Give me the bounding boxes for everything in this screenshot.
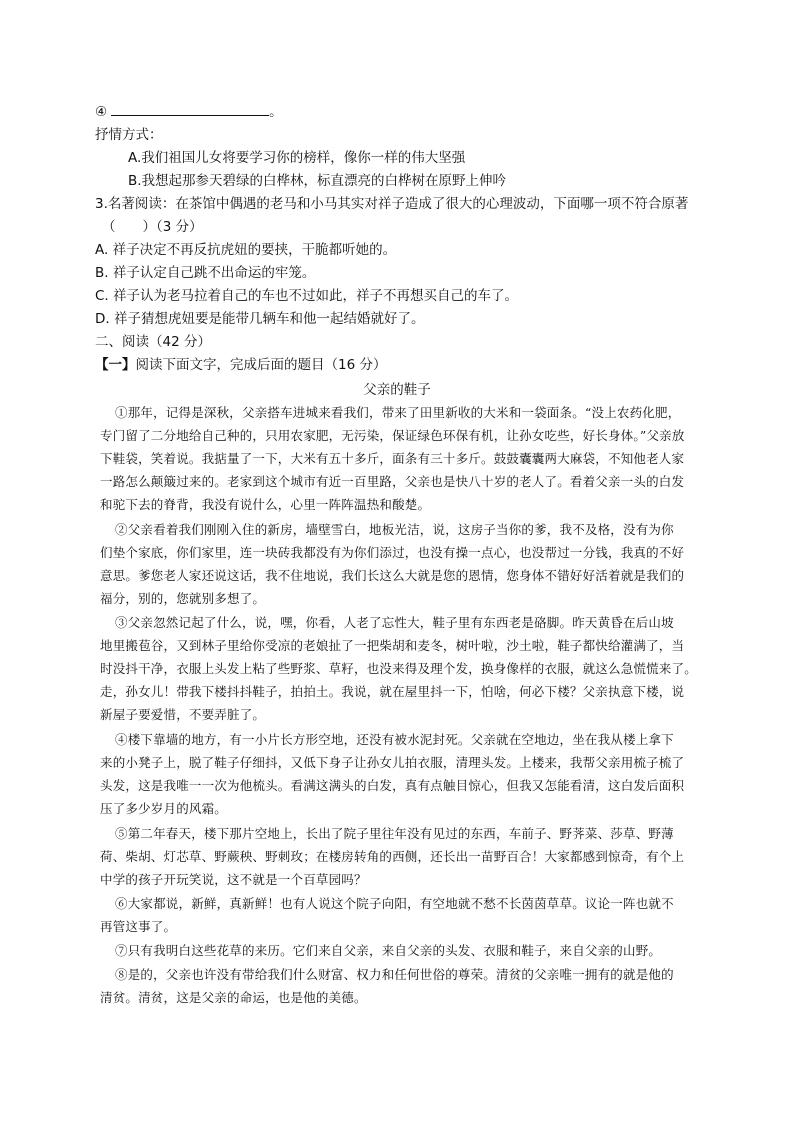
lyric-option-a: A.我们祖国儿女将要学习你的榜样，像你一样的伟大坚强 [128, 150, 466, 166]
question-3-stem: 3.名著阅读：在茶馆中偶遇的老马和小马其实对祥子造成了很大的心理波动，下面哪一项不符合原著 [95, 196, 689, 212]
essay-line: 意思。爹您老人家还说这话，我不住地说，我们长这么大就是您的恩情，您身体不错好好活着就是我们的 [100, 568, 685, 583]
question-3-stem-cont: （ ）（3 分） [102, 219, 203, 235]
item-4-marker: ④ [95, 104, 108, 120]
question-3-option-c: C. 祥子认为老马拉着自己的车也不过如此，祥子不再想买自己的车了。 [95, 288, 519, 304]
essay-line: 福分，别的，您就别多想了。 [100, 591, 266, 606]
essay-line: 压了多少岁月的风霜。 [100, 801, 228, 816]
question-3-option-b: B. 祥子认定自己跳不出命运的牢笼。 [95, 265, 316, 281]
essay-line: ⑥大家都说，新鲜，真新鲜！也有人说这个院子向阳，有空地就不愁不长茵茵草草。议论一阵也就不 [115, 896, 674, 911]
part-1-text: 阅读下面文字，完成后面的题目（16 分） [135, 357, 387, 373]
essay-line: 清贫。清贫，这是父亲的命运，也是他的美德。 [100, 990, 367, 1005]
essay-line: ①那年，记得是深秋，父亲搭车进城来看我们，带来了田里新收的大米和一袋面条。“没上农药化肥， [115, 405, 681, 420]
part-1-instruction [95, 356, 386, 374]
essay-line: ③父亲忽然记起了什么，说，嘿，你看，人老了忘性大，鞋子里有东西老是硌脚。昨天黄昏在后山坡 [115, 615, 674, 630]
lyric-method-label: 抒情方式： [95, 127, 163, 143]
essay-line: 荷、柴胡、灯芯草、野蕨秧、野刺玫；在楼房转角的西侧，还长出一苗野百合！大家都感到惊奇，有个上 [100, 849, 685, 864]
essay-line: ⑦只有我明白这些花草的来历。它们来自父亲，来自父亲的头发、衣服和鞋子，来自父亲的山野。 [115, 943, 662, 958]
essay-line: 再管这事了。 [100, 919, 177, 934]
essay-line: 头发，这是我唯一一次为他梳头。看满这满头的白发，真有点触目惊心，但我又怎能看清，这白发后面积 [100, 778, 685, 793]
essay-line: 一路怎么颠簸过来的。老家到这个城市有近一百里路，父亲也是快八十岁的老人了。看着父亲一头的白发 [100, 474, 685, 489]
answer-blank[interactable] [111, 102, 269, 116]
essay-line: 来的小凳子上，脱了鞋子仔细抖，又低下身子让孙女儿拍衣服，清理头发。上楼来，我帮父亲用梳子梳了 [100, 755, 685, 770]
essay-line: ④楼下靠墙的地方，有一小片长方形空地，还没有被水泥封死。父亲就在空地边，坐在我从楼上拿下 [115, 732, 674, 747]
essay-line: 地里搬苞谷，又到林子里给你受凉的老娘扯了一把柴胡和麦冬，树叶啦，沙土啦，鞋子都快给灌满了，当 [100, 638, 685, 653]
question-3-option-d: D. 祥子猜想虎妞要是能带几辆车和他一起结婚就好了。 [95, 311, 425, 327]
essay-line: 和驼下去的脊背，我没有说什么，心里一阵阵温热和酸楚。 [100, 497, 431, 512]
essay-line: 下鞋袋，笑着说。我掂量了一下，大米有五十多斤，面条有三十多斤。鼓鼓囊囊两大麻袋，不知他老人家 [100, 451, 685, 466]
essay-title: 父亲的鞋子 [363, 382, 431, 398]
essay-line: 时没抖干净，衣服上头发上粘了些野浆、草籽，也没来得及理个发，换身像样的衣服，就这么急慌慌来了。 [100, 661, 697, 676]
essay-line: 中学的孩子开玩笑说，这不就是一个百草园吗？ [100, 872, 367, 887]
essay-line: 新屋子要爱惜，不要弄脏了。 [100, 707, 266, 722]
essay-line: 们垫个家底，你们家里，连一块砖我都没有为你们添过，也没有操一点心，也没帮过一分钱，我真的不好 [100, 545, 685, 560]
item-4-fill-blank [95, 102, 283, 121]
essay-line: 走，孙女儿！带我下楼抖抖鞋子，拍拍土。我说，就在屋里抖一下，怕啥，何必下楼？父亲执意下楼，说 [100, 684, 685, 699]
item-4-end: 。 [269, 104, 283, 120]
question-3-option-a: A. 祥子决定不再反抗虎妞的要挟，干脆都听她的。 [95, 242, 397, 258]
lyric-option-b: B.我想起那参天碧绿的白桦林，标直漂亮的白桦树在原野上伸吟 [128, 173, 507, 189]
section-2-heading: 二、阅读（42 分） [95, 334, 211, 350]
essay-line: ⑧是的，父亲也许没有带给我们什么财富、权力和任何世俗的尊荣。清贫的父亲唯一拥有的就是他的 [115, 967, 674, 982]
essay-line: ②父亲看着我们刚刚入住的新房，墙壁雪白，地板光洁，说，这房子当你的爹，我不及格，没有为你 [115, 522, 674, 537]
part-1-label: 【一】 [95, 357, 136, 373]
essay-line: 专门留了二分地给自己种的，只用农家肥，无污染，保证绿色环保有机，让孙女吃些，好长身体。”父亲放 [100, 428, 685, 443]
essay-line: ⑤第二年春天，楼下那片空地上，长出了院子里往年没有见过的东西，车前子、野荠菜、莎草、野薄 [115, 826, 674, 841]
